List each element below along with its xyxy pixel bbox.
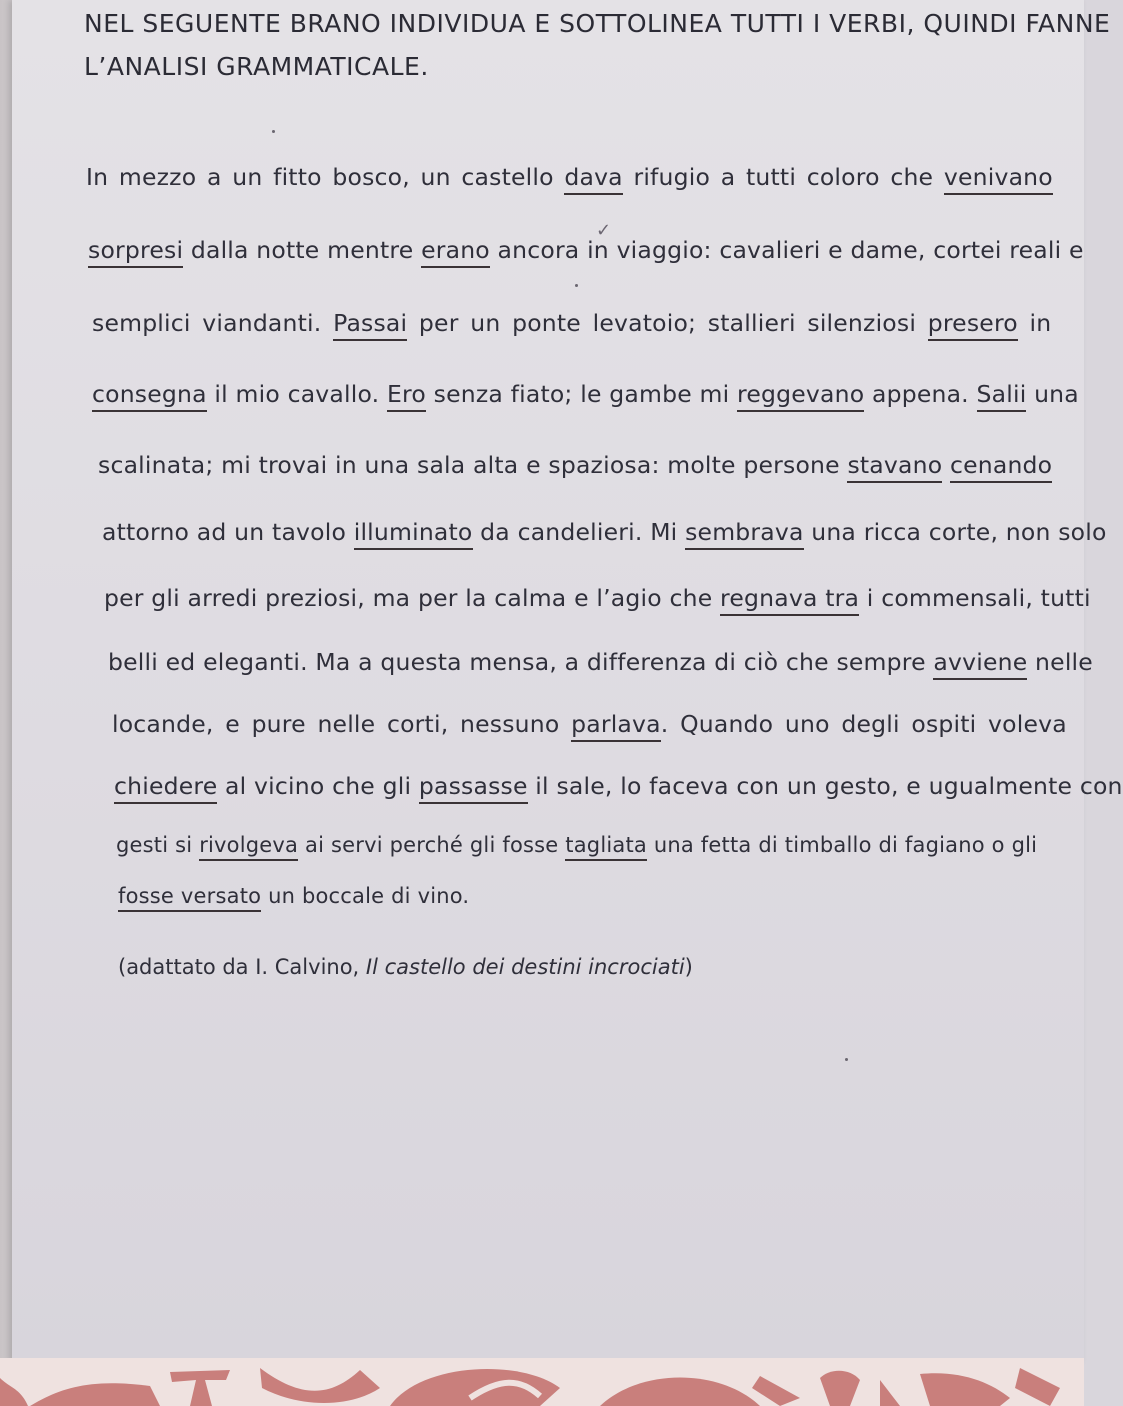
passage-line-8	[108, 648, 1093, 676]
underlined-verb: stavano	[847, 451, 942, 483]
text: un boccale di vino.	[261, 884, 470, 908]
underlined-verb: rivolgeva	[199, 833, 298, 861]
passage-line-10	[114, 772, 1123, 800]
underlined-verb: regnava tra	[720, 584, 859, 616]
text: rifugio a tutti coloro che	[622, 163, 944, 191]
text: scalinata; mi trovai in una sala alta e spaziosa: molte persone	[98, 451, 848, 479]
ink-speck	[575, 284, 578, 287]
text: una fetta di timballo di fagiano o gli	[646, 833, 1038, 857]
underlined-verb: tagliata	[565, 833, 647, 861]
passage-line-3	[92, 309, 1051, 337]
underlined-verb: Salii	[977, 380, 1027, 412]
passage-line-12	[118, 884, 469, 908]
underlined-verb: cenando	[950, 451, 1052, 483]
instruction-line-1: NEL SEGUENTE BRANO INDIVIDUA E SOTTOLINEA TUTTI I VERBI, QUINDI FANNE	[84, 9, 1111, 38]
passage-line-1	[86, 163, 1053, 191]
pencil-check-mark: ✓	[596, 220, 612, 241]
underlined-verb: erano	[421, 236, 490, 268]
underlined-verb: reggevano	[737, 380, 864, 412]
text: al vicino che gli	[217, 772, 419, 800]
text: i commensali, tutti	[859, 584, 1091, 612]
underlined-verb: Passai	[333, 309, 407, 341]
citation-work-title: Il castello dei destini incrociati	[365, 955, 685, 979]
text: da candelieri. Mi	[472, 518, 686, 546]
passage-line-7	[104, 584, 1091, 612]
ink-speck	[845, 1058, 848, 1061]
underlined-verb: chiedere	[114, 772, 217, 804]
citation-suffix: )	[684, 955, 693, 979]
text: belli ed eleganti. Ma a questa mensa, a differenza di ciò che sempre	[108, 648, 934, 676]
text: il sale, lo faceva con un gesto, e ugualmente con	[527, 772, 1123, 800]
underlined-verb: venivano	[944, 163, 1053, 195]
underlined-verb: parlava	[571, 710, 661, 742]
passage-line-4	[92, 380, 1079, 408]
text: appena.	[864, 380, 977, 408]
passage-line-2	[88, 236, 1084, 264]
text: una	[1026, 380, 1079, 408]
underlined-verb: sembrava	[685, 518, 803, 550]
ink-speck	[272, 130, 275, 133]
text: In mezzo a un fitto bosco, un castello	[86, 163, 565, 191]
text: gesti si	[116, 833, 200, 857]
text: nelle	[1027, 648, 1093, 676]
text: ai servi perché gli fosse	[298, 833, 566, 857]
passage-line-9	[112, 710, 1067, 738]
instruction-heading	[84, 2, 1111, 88]
underlined-verb: fosse versato	[118, 884, 261, 912]
text: una ricca corte, non solo	[803, 518, 1107, 546]
passage-line-6	[102, 518, 1107, 546]
underlined-verb: avviene	[933, 648, 1027, 680]
passage-line-5	[98, 451, 1052, 479]
citation-prefix: (adattato da I. Calvino,	[118, 955, 366, 979]
underlined-verb: passasse	[419, 772, 528, 804]
text: attorno ad un tavolo	[102, 518, 354, 546]
source-citation	[118, 955, 693, 979]
underlined-verb: Ero	[387, 380, 426, 412]
instruction-line-2: L’ANALISI GRAMMATICALE.	[84, 52, 429, 81]
text: semplici viandanti.	[92, 309, 334, 337]
tablecloth-pattern	[0, 1358, 1084, 1406]
worksheet-page	[12, 0, 1111, 1362]
text	[942, 451, 950, 479]
text: in	[1017, 309, 1052, 337]
underlined-verb: dava	[564, 163, 622, 195]
text: locande, e pure nelle corti, nessuno	[112, 710, 572, 738]
text: il mio cavallo.	[206, 380, 387, 408]
text: ancora in viaggio: cavalieri e dame, cortei reali e	[489, 236, 1084, 264]
underlined-verb: presero	[928, 309, 1018, 341]
text: senza fiato; le gambe mi	[425, 380, 738, 408]
text: dalla notte mentre	[183, 236, 422, 264]
text: . Quando uno degli ospiti voleva	[660, 710, 1067, 738]
text: per un ponte levatoio; stallieri silenziosi	[407, 309, 928, 337]
passage-line-11	[116, 833, 1037, 857]
underlined-verb: consegna	[92, 380, 207, 412]
underlined-verb: sorpresi	[88, 236, 183, 268]
underlined-verb: illuminato	[354, 518, 473, 550]
text: per gli arredi preziosi, ma per la calma e l’agio che	[104, 584, 721, 612]
